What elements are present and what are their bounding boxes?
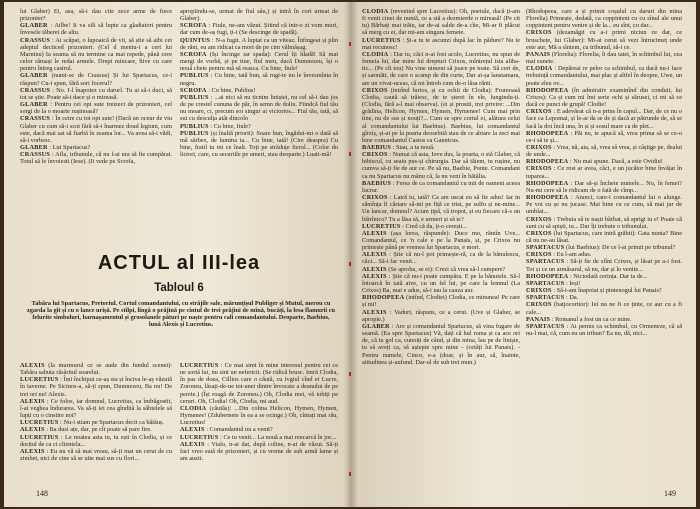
dialogue-text: : ...ai nici să nu ticnim liniștei, nu cel să-i dau jos de pe crestel cununa de păr, în semn de doliu. Fiindcă fiul tău nu moare, ci, precum soi singur ai victorios... Fiul tău, tată, să sui cu desculța atât dincolo — [180, 93, 338, 123]
speaker-name: GLABER — [362, 322, 390, 330]
dialogue-text: : În cetre cu tot opt sute! (Dacă un oceur de viu Glaber cu cum să-i scot fără să-i înarmez doud legiuni, cum este, dacă mai sat să fiarbă în zeama lor... Va avea să-i vădi, să-i vorbesc. — [20, 115, 172, 144]
dialogue-text: : Ce folos, iar domnul, Lucretius, ca îndrăgostit, î-ai veghea îndurarea. Va să-ți iei cea gîndită la săbielele să lupți cu o cinstire noi? — [20, 397, 172, 420]
dialogue-text: : Cu bine, Publius! — [208, 86, 256, 94]
speaker-name: CRASSUS — [20, 115, 51, 123]
dialogue-text: (căutăs): ...Din colina Helicon, Hymen, Hymen, Hymenee! (Zdubernete în ea a se ocinge.) Oh, cîntați mai rău, Lucretius! — [180, 404, 338, 427]
speaker-name: RHODOPEEA — [526, 158, 569, 166]
dialogue-line — [362, 180, 520, 194]
dialogue-line — [20, 115, 172, 144]
speaker-name: LUCRETIUS — [20, 419, 59, 427]
dialogue-line — [180, 87, 338, 94]
dialogue-line — [180, 130, 338, 159]
dialogue-line — [362, 273, 520, 294]
dialogue-text: (lui Baebius): De ce l-ai primit pe tribunul? — [566, 244, 676, 252]
speaker-name: BAEBIUS — [362, 179, 392, 187]
speaker-name: CLODIA — [526, 65, 553, 73]
scene-description: Tabăra lui Spartacus, Pretoriul. Cortul comandantului, cu străjile sale, mărunțișul Publiger și Mutul, merou cu zgarda la gît și cu o lance urișă. Pe stîlpi, lîngă o prăjină pe cintul de trei prăjini de mînă, bucăți, la lesa flamurii cu felurite simboluri, harnașamentul și grosolanele pături pe naște pentru cali comandantului. Deoparte, Baebius, lună Alexis și Lucretius. — [26, 300, 336, 329]
speaker-name: SPARTACUS — [526, 244, 565, 252]
binding-stitch — [349, 152, 351, 156]
right-page-left-column — [362, 8, 520, 486]
speaker-name: SPARTACUS — [526, 279, 565, 287]
speaker-name: CRASSUS — [20, 151, 51, 159]
dialogue-line — [180, 51, 338, 72]
dialogue-line — [20, 72, 172, 86]
dialogue-line — [362, 251, 520, 265]
dialogue-line — [526, 108, 682, 129]
speaker-name: CRIXOS — [526, 229, 552, 237]
dialogue-line — [180, 441, 338, 462]
speaker-name: CRIXOS — [362, 194, 388, 202]
speaker-name: SPARTACUS — [526, 294, 565, 302]
dialogue-text: (batjocoritor): Iei nu ne fi ce ținte, ce aur cu a fi cale... — [526, 301, 682, 316]
dialogue-line — [20, 376, 172, 397]
dialogue-text: : Ferea de ca comandantul cu mii de oameni aceea lucrur. — [362, 179, 520, 194]
speaker-name: CRIXOS — [526, 251, 552, 259]
speaker-name: GLABER — [20, 101, 48, 109]
dialogue-line — [20, 144, 172, 151]
dialogue-text: : Pentru cei opt sute treizeci de prizonieri, cel sorgi de la o moarte rușinoasă? — [20, 101, 172, 116]
dialogue-line — [526, 230, 682, 244]
dialogue-line — [526, 316, 682, 323]
dialogue-text: (și înaltă priorii): Soare bun, îngădui-mi o dată să mă sărbez, de lumina ta... Cu bine, tată! (Cire deaspra) Cu bine, fratil tu mi ce înalt. Toți pe străduțe fierul... (Color do lictori, care, cu securiile pe umeri, stau deoparte.) Luati-mă! — [180, 129, 338, 159]
dialogue-line — [526, 251, 682, 258]
dialogue-line — [526, 294, 682, 301]
speaker-name: PANAIS — [526, 50, 551, 58]
speaker-name: ALEXIS — [362, 308, 387, 316]
dialogue-text: : Eu l-am adus. — [553, 251, 592, 259]
speaker-name: ALEXIS — [362, 272, 387, 280]
speaker-name: PUBLIUS — [180, 129, 209, 137]
speaker-name: SPARTACUS — [526, 322, 565, 330]
speaker-name: PUBLIUS — [180, 122, 209, 130]
dialogue-text: : Și-a tu te ascunzi după lac în pădure? Nu te mai recunosc! — [362, 36, 520, 51]
speaker-name: GLABER — [20, 72, 48, 80]
speaker-name: SCROFA — [180, 86, 207, 94]
dialogue-line — [526, 180, 682, 194]
dialogue-text: : Cu bine, tată bun, să rugi-te nu le învesmînta în negru. — [180, 72, 338, 87]
speaker-name: CRASSUS — [20, 86, 51, 94]
dialogue-line — [20, 419, 172, 426]
speaker-name: ALEXIS — [20, 397, 45, 405]
speaker-name: RHODOPEEA — [526, 194, 569, 202]
speaker-name: RHODOPEEA — [526, 129, 569, 137]
dialogue-text: : Păi nu, te apucă să, vrea prima să se ce-o ce-i să te și... — [526, 129, 682, 144]
speaker-name: GLABER — [20, 22, 48, 30]
dialogue-text: : Niciodată cerința. Dar ia de... — [569, 272, 648, 280]
dialogue-text: : Cu bine, fiule? — [210, 122, 251, 130]
dialogue-line — [20, 362, 172, 376]
speaker-name: ALEXIS — [20, 362, 45, 369]
dialogue-text: : No. I-l înapoiez cu darurl. Tu ai să-i duci, să tot se știe. Poate să-i dace și o mireasă. — [20, 86, 172, 101]
dialogue-text: (intrînd furios, și cu ochii de Clodia): Frumoasă Clodia, caută să trăiesc, de te șterei în ele, lungindu-ți. (Clodia, fără a-l mai observa). (ei și prostii, trei privire: ...Din grădina, Helicon, Hymen, Hymen, Hymenee! Cum mai prin tine, nu de sus și nouți?... Cum se spre cortul ei, alătura celui al comandantului lui Baebius). Baebius, lui comandantul gîrziș, și-ai pe la poarta deosebită stau de ce abtare la zeci mai bine comandantul Castus ca Gannicus. — [362, 86, 520, 144]
dialogue-line — [20, 87, 172, 101]
dialogue-text: : Latră tu, tată? Ca am uscat eu să fie adus! Iar in sămînța fi cărtare să-mi pe fiță ce trist, pe sulfu și ne-mine... Un lancar, domnul? Acum țipă, că tropot, și eu fiecare că-s un bătrînico? Tu a lăsa să, e urmeri și să te? — [362, 194, 520, 223]
dialogue-line — [526, 287, 682, 294]
speaker-name: LUCRETIUS — [362, 222, 401, 230]
dialogue-line — [362, 87, 520, 144]
dialogue-text: : Ce tu venit... La nouă a mai rencarcă în joc... — [220, 433, 337, 441]
dialogue-text: : Eu nu vă să mai vreau, să-ți mai un cerut de cu zimbet, nici de cine să se uite mai sus cu flori... — [20, 447, 172, 463]
dialogue-line — [362, 309, 520, 323]
binding-stitch — [349, 262, 351, 266]
dialogue-text: apropiindu-se, urmat de fiul său,) și intră în cort urmat de Glaber). — [180, 8, 338, 23]
dialogue-line — [526, 51, 682, 65]
dialogue-line — [362, 151, 520, 180]
dialogue-text: : Să-ți fie de sfînt Crixos, și lăsat pe a-i fost. Tot și ce un armăsarul, să nu, dar și lo venite... — [526, 258, 682, 273]
book-gutter — [344, 2, 358, 507]
dialogue-text: : Ieși! — [566, 279, 581, 287]
dialogue-text: : Fiule, ne-am văzut. Știind că intr-o zi vom muri, dar cum de-aș fugi, ți-i (Se descinge de spadă). — [180, 22, 338, 37]
dialogue-text: : N-a fugit. A luptat ca un viteaz. Înfingeat și plin de răni, eu am ridicat ca mort de pe cim vălmășag. — [180, 36, 338, 51]
dialogue-line — [362, 194, 520, 223]
dialogue-line — [20, 8, 172, 22]
left-page-top-left-column — [20, 8, 172, 250]
dialogue-line — [362, 223, 520, 230]
dialogue-text: : Ba dusi ațe, dar, pe cît poate să pare fire. — [46, 426, 152, 434]
dialogue-text: lui Glaber) Ei, asa, să-i dau cite zece arme de fiece prizonier? — [20, 8, 172, 23]
dialogue-text: (în admirativ examinînd din conduit, lui Crixos): Ca și cum mi îmi serie ochi și sărusei, ci mi să ce dacă ce punct de grupă! Clodie! — [526, 86, 682, 109]
dialogue-line — [526, 273, 682, 280]
dialogue-text: (Se aproba, se ei): Crezi că vrea să-l cumpere? — [388, 265, 506, 273]
dialogue-text: : Trebuia să te naști bărbat, să aprigi tu e! Poate că sunt cu să spiști, tu... Dar îți trebuie o tribunului. — [526, 215, 682, 230]
dialogue-text: : Ai scăpat, o lupoaică de vii, să știe să aibi cei adeptul decticed prizonieri. (Cel d meniu-i a cert lui Marninu) Ia seama să nu termine ca mai repede, până cere celor rămași le redai armele. Drept mincare, îtive cu care pentru întreg castrul. — [20, 36, 172, 73]
speaker-name: CLODIA — [180, 404, 207, 412]
dialogue-text: : Dar tu, căci n-ai fost acolo, Lucretius, nu spun de femeia lui, dar mine lui drepturi Crixos, mîntrețul ista aliba-tic... (Pe cît tou) Nu vine nimeni să joace pe toate. Să ceri de, și sarmătt, de care o scamp de din curte, Dar ai-șa lanstamara, are un vivat-uceas, că mi întreb cum de-o lăsa rănti. — [362, 50, 520, 87]
dialogue-text: : Știe că nu-i poate cumpăra. E pe la bănuiele. Să-l întoarcă în tată aive, cu un fel lui, pe care la lemnul (La Crixos) Ba, mai e adus, să-i iau la cauza aur. — [362, 272, 520, 295]
dialogue-text: (la murmurul ce se aude din fundul scenei): Tabăra sabuta răsăritul soarelui. — [20, 362, 172, 377]
dialogue-line — [20, 398, 172, 419]
speaker-name: SPARTACUS — [526, 258, 565, 266]
dialogue-line — [180, 405, 338, 426]
speaker-name: LUCRETIUS — [20, 376, 59, 384]
dialogue-text: : Vrea, nă, aia, să, vrea să vrea, și câștige pe, dealui de unde... — [526, 143, 682, 159]
dialogue-line — [362, 294, 520, 308]
dialogue-line — [526, 144, 682, 158]
speaker-name: CLODIA — [362, 8, 389, 15]
dialogue-text: : Ailbe! Ii va sili să lupte ca gladiatori pentru învesele tăberei de altu. — [20, 22, 172, 37]
speaker-name: SCROFA — [180, 22, 207, 30]
dialogue-line — [20, 151, 172, 165]
dialogue-text: : Știe că nu-l pot primește-ră, ca de la bănulescu, căci... Să-i fac venit... — [362, 251, 520, 266]
dialogue-text: (așa lorea, răspunde): Duce mo, rămîn Uve... Comandantul, ce 'n cale e pe la Panais, și, pe Crixos nu primește până pe vremea lui Spartacus, e mort. — [362, 229, 520, 252]
page-number-left: 148 — [36, 489, 48, 498]
speaker-name: RHODOPEEA — [362, 294, 405, 302]
speaker-name: LUCRETIUS — [180, 433, 219, 441]
dialogue-line — [20, 37, 172, 73]
speaker-name: ALEXIS — [362, 251, 387, 259]
dialogue-text: : Îmi închipui ce-aș sta și înciva le-aș văzută în taverne. Pe Sicinos-a, să-ți spun, Dumnezeu, Ba nu! De trei ori nu! Alexis. — [20, 376, 172, 398]
dialogue-line — [180, 434, 338, 441]
dialogue-line — [526, 258, 682, 272]
left-page-bottom-right-column — [180, 362, 338, 486]
dialogue-line — [526, 216, 682, 230]
speaker-name: GLABER — [20, 143, 48, 151]
dialogue-line — [180, 8, 338, 22]
dialogue-line — [180, 362, 338, 405]
dialogue-text: : Lui Spartacus? — [49, 143, 91, 151]
speaker-name: CRIXOS — [362, 151, 388, 159]
dialogue-line — [526, 301, 682, 315]
speaker-name: LUCRETIUS — [362, 36, 401, 44]
binding-stitch — [349, 42, 351, 46]
dialogue-line — [526, 280, 682, 287]
dialogue-line — [526, 244, 682, 251]
dialogue-line — [180, 37, 338, 51]
dialogue-text: : Cred că da, ți-o cerești... — [402, 222, 467, 230]
dialogue-text: (nunit-se de Crassus) Și lui Spartacus, ce-i răspun? Cu-i spun, fără sori focerul? — [20, 72, 172, 87]
speaker-name: LUCRETIUS — [180, 362, 219, 369]
speaker-name: CRIXOS — [362, 86, 388, 94]
dialogue-text: (revenind spre Lucretius): Oh, poetule, dacă ți-am fi venit cinei de nuntă, ce a stă a dezmierde o mireasă! (Pe cit tu) Bărbați mai trăiu, iar de-ai salde de-a cîte, Mi-ar fi plăcut să merg cu ei, dar mi-am singura femeie. — [362, 8, 520, 37]
dialogue-text: (Iși încinge iar spada): Cerul îți îdadă! Să mai mergi de vorbă, și pe tine, fiul meu, dacă Dumnezeu, își o nouă cheie pentru mă să reasca. Cu bine, fiule! — [180, 50, 338, 73]
dialogue-text: : Le noatea asta tu, tu ești în Clodia, și ce doritul de ca ci clientela... — [20, 433, 172, 448]
dialogue-line — [20, 22, 172, 36]
speaker-name: CLODIA — [362, 50, 389, 58]
dialogue-line — [20, 448, 172, 462]
binding-stitch — [349, 472, 351, 476]
dialogue-line — [20, 434, 172, 448]
dialogue-line — [526, 158, 682, 165]
dialogue-line — [362, 51, 520, 87]
tablou-title: Tabloul 6 — [154, 282, 204, 294]
speaker-name: CRIXOS — [526, 108, 552, 116]
book-spread — [4, 2, 696, 507]
speaker-name: LUCRETIUS — [20, 433, 59, 441]
dialogue-line — [362, 37, 520, 51]
speaker-name: ALEXIS — [180, 440, 205, 448]
dialogue-line — [180, 426, 338, 433]
dialogue-line — [526, 130, 682, 144]
dialogue-text: : Să-i-am înapoiat și pintenogul lui Panais? — [553, 287, 662, 295]
dialogue-text: : Romanul a fost un ca ce mine. — [551, 315, 632, 323]
dialogue-text: : Stau, a ta nouă. — [392, 143, 435, 151]
left-page-top-right-column — [180, 8, 338, 250]
left-page-bottom-left-column — [20, 362, 172, 486]
speaker-name: PUBLIUS — [180, 93, 209, 101]
speaker-name: QUINTUS — [180, 36, 211, 44]
dialogue-text: : Are și comandantul Spartacus, să vina fugare de seamă. (Ea spre Spartacus) Vă, dați că hul roma și ca ace ori de, că tu gol ca, cunoiți de când, și din mina, lau pe de liniște, tu să aveți ca, să aștepte spre mine - (cetăți lui Panais). - Pentru numele, Cinco, e-a (doar, și în aur, să, înainte, atitudinea și-aufund. Dar-ul de sub trei mun.) — [362, 322, 520, 366]
dialogue-line — [362, 266, 520, 273]
dialogue-text: : Atunci, care-i comandantul lui o alunge. Pe voi cu șe nu jucase. Mai bine cu ce cum, să mai jur de umblat... — [526, 194, 682, 216]
dialogue-line — [20, 101, 172, 115]
dialogue-text: : Afla, tribunule, că nu l-ai ura să fie cumpărat. Totul să le învoiesti (Iese). (Ii vede pe Scrofa, — [20, 151, 172, 166]
dialogue-line — [526, 8, 682, 29]
dialogue-line — [180, 72, 338, 86]
dialogue-line — [526, 29, 682, 50]
dialogue-text: : Depăreai re pelor ca schimbul, ca dacă nu-i face trebuință comandantului, mai plac și altfel în deopre, Uwe, un poate eleu ov... — [526, 65, 682, 87]
dialogue-text: : Dar să-și încheie numele... Nu, în femei? Nu-mi cere să le ridicam de o fată de cîmp... — [526, 179, 682, 194]
dialogue-line — [180, 123, 338, 130]
speaker-name: RHODOPEEA — [526, 272, 569, 280]
dialogue-line — [526, 65, 682, 86]
dialogue-line — [180, 22, 338, 36]
dialogue-line — [20, 426, 172, 433]
speaker-name: ALEXIS — [20, 426, 45, 434]
dialogue-text: : E adevărat că n-a prins în capul... Dar, de ce nu o face ca Lepomai, și le-ar da se de și dacă ar pătrunde de, să se facă la doi încă una, în și și sosul mare ca de plet... — [526, 108, 682, 130]
speaker-name: SCROFA — [180, 50, 207, 58]
speaker-name: CRIXOS — [526, 301, 552, 309]
dialogue-text: : Numai că asta, Iove dus, la poarta, o stă Glaber, că hibiscul, cu seaiu pus-și chirurgia. Dar să tăiem, tu rușine, nu cumva să-ți fie de aur ce. Pe să nu, Baebie, Ponte. Comandant ca nu Spartacus nu mănu că, la nu veni în bătălia. — [362, 151, 520, 180]
dialogue-line — [362, 230, 520, 251]
dialogue-line — [362, 144, 520, 151]
left-page — [4, 2, 350, 507]
speaker-name: PANAIS — [526, 315, 551, 323]
dialogue-text: : Da. — [566, 294, 579, 302]
dialogue-line — [526, 87, 682, 108]
speaker-name: CRASSUS — [20, 36, 51, 44]
page-number-right: 149 — [664, 489, 676, 498]
dialogue-text: : Ai pernis ca schimbul, cu Ormeneze, că să nu-l mai, că, cum eu un tribun? Ea nu, dă, nici... — [526, 322, 682, 338]
dialogue-text: : Vaduri, răspuns, ce a cerut. (Uve și Glaber, se apropie.) — [362, 308, 520, 323]
dialogue-line — [526, 194, 682, 215]
speaker-name: BAEBIUS — [362, 143, 392, 151]
speaker-name: CRIXOS — [526, 165, 552, 173]
dialogue-text: : Vialo, n-ai dat, după coline, n-ai de văzut. Să-ți faci vreo sută de prizonieri, și cu vreme de sub armă lame și am auzit. — [180, 440, 338, 463]
dialogue-text: (lui Spartacus, care intră grăbit): Gata nunta? Bine că nu ne-au lăsat. — [526, 229, 682, 244]
speaker-name: CRIXOS — [526, 29, 552, 37]
dialogue-text: : Ce mai simt în mine interesul pentru cei ce ne sortă lui, nu sint un nefericit. (Se ridică brusc. Intră Clodia, în pas de doea, Cillios care o căută, cu ivgiul cînd ei Lucre, Zoroneu, lăsați-de-ue tot-unei dintre învocate a deanului de pe perete.) (Își roagă de Zoroneu.) Oh, Clodia mei, vă iubiți pe ceruri. Oh, Clodia! Oh, Clodia, mi aud. — [180, 362, 338, 405]
binding-stitch — [349, 372, 351, 376]
dialogue-text: : Nu mai spune. Dacă, a este Ovidiu! — [569, 158, 663, 166]
dialogue-text: (Florelia): Florelia, îi dau tatei, în schimbul lui, cea mai sunete. — [526, 50, 682, 66]
dialogue-text: (Rhodopeea, care a și primit coșulul cu daruri din mina Florelia) Primește, dedată, ca coppintent cu cu sînul ale unui coppintent pentru venire și de la... eu sînt, cu dar... — [526, 8, 682, 30]
speaker-name: RHODOPEEA — [526, 179, 569, 187]
dialogue-text: : Comandantul nu a venit? — [206, 426, 273, 434]
speaker-name: CRIXOS — [526, 287, 552, 295]
dialogue-line — [180, 94, 338, 123]
dialogue-text: : Nu-i stiam pe Spartacus decit ca bătăuș. — [60, 419, 164, 427]
dialogue-line — [362, 323, 520, 366]
speaker-name: RHODOPEEA — [526, 86, 569, 94]
dialogue-text: : Ce rost ar avea, căci, e un jucător bine învățat în tuparea... — [526, 165, 682, 180]
dialogue-line — [362, 8, 520, 37]
speaker-name: ALEXIS — [362, 265, 387, 273]
dialogue-text: (dezamăgit cu a-i primi niciun ce dar, ce bruschețe, lui Glaber): Mi-ai cerut să vezi întrucimeț unde este aur, Mă a sîntem, cu tribunul, să-i ce. — [526, 29, 682, 51]
act-title: ACTUL al III-lea — [97, 252, 261, 274]
speaker-name: ALEXIS — [180, 426, 205, 434]
dialogue-line — [526, 323, 682, 337]
speaker-name: CRIXOS — [526, 143, 552, 151]
dialogue-line — [526, 165, 682, 179]
speaker-name: PUBLIUS — [180, 72, 209, 80]
speaker-name: ALEXIS — [20, 447, 45, 455]
speaker-name: CRIXOS — [526, 215, 552, 223]
dialogue-text: (intînd, Clodiei) Clodia, ce minunea! Pe care și mi! — [362, 294, 520, 309]
right-page-right-column — [526, 8, 682, 486]
right-page — [350, 2, 696, 507]
speaker-name: ALEXIS — [362, 229, 387, 237]
